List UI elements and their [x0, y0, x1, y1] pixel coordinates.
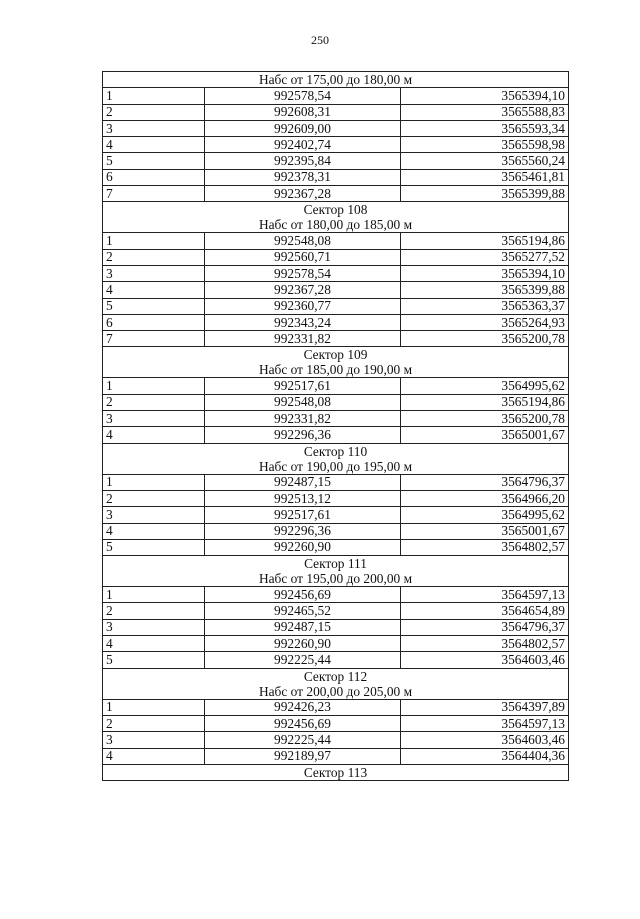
y-coordinate: 3564404,36	[401, 748, 569, 764]
y-coordinate: 3564995,62	[401, 507, 569, 523]
point-number: 2	[103, 715, 205, 731]
y-coordinate: 3565277,52	[401, 249, 569, 265]
y-coordinate: 3565593,34	[401, 120, 569, 136]
y-coordinate: 3565399,88	[401, 186, 569, 202]
x-coordinate: 992487,15	[205, 474, 401, 490]
height-range: Набс от 190,00 до 195,00 м	[258, 458, 413, 474]
table-row	[103, 249, 569, 265]
point-number: 1	[103, 474, 205, 490]
y-coordinate: 3565560,24	[401, 153, 569, 169]
table-row	[103, 378, 569, 394]
x-coordinate: 992260,90	[205, 539, 401, 555]
table-row	[103, 539, 569, 555]
y-coordinate: 3564966,20	[401, 490, 569, 506]
y-coordinate: 3565394,10	[401, 265, 569, 281]
point-number: 2	[103, 394, 205, 410]
x-coordinate: 992456,69	[205, 715, 401, 731]
point-number: 5	[103, 153, 205, 169]
y-coordinate: 3565399,88	[401, 282, 569, 298]
point-number: 3	[103, 507, 205, 523]
y-coordinate: 3564654,89	[401, 603, 569, 619]
table-row	[103, 233, 569, 249]
height-range: Набс от 180,00 до 185,00 м	[258, 217, 413, 233]
table-row	[103, 474, 569, 490]
point-number: 3	[103, 265, 205, 281]
point-number: 4	[103, 523, 205, 539]
point-number: 6	[103, 169, 205, 185]
y-coordinate: 3565200,78	[401, 411, 569, 427]
x-coordinate: 992367,28	[205, 282, 401, 298]
point-number: 1	[103, 587, 205, 603]
x-coordinate: 992360,77	[205, 298, 401, 314]
y-coordinate: 3565194,86	[401, 394, 569, 410]
section-header	[103, 443, 569, 474]
table-row	[103, 265, 569, 281]
height-range: Набс от 200,00 до 205,00 м	[258, 683, 413, 699]
point-number: 1	[103, 699, 205, 715]
table-row	[103, 603, 569, 619]
x-coordinate: 992343,24	[205, 314, 401, 330]
coordinates-table-body	[103, 72, 569, 781]
x-coordinate: 992560,71	[205, 249, 401, 265]
table-row	[103, 732, 569, 748]
table-row	[103, 715, 569, 731]
y-coordinate: 3565461,81	[401, 169, 569, 185]
y-coordinate: 3565001,67	[401, 523, 569, 539]
table-row	[103, 394, 569, 410]
y-coordinate: 3565264,93	[401, 314, 569, 330]
point-number: 7	[103, 331, 205, 347]
x-coordinate: 992331,82	[205, 411, 401, 427]
x-coordinate: 992189,97	[205, 748, 401, 764]
y-coordinate: 3564802,57	[401, 636, 569, 652]
point-number: 2	[103, 490, 205, 506]
y-coordinate: 3564603,46	[401, 652, 569, 668]
table-row	[103, 411, 569, 427]
y-coordinate: 3564397,89	[401, 699, 569, 715]
table-row	[103, 619, 569, 635]
section-header-row	[103, 556, 569, 587]
table-row	[103, 699, 569, 715]
x-coordinate: 992517,61	[205, 507, 401, 523]
table-row	[103, 427, 569, 443]
point-number: 2	[103, 104, 205, 120]
x-coordinate: 992548,08	[205, 233, 401, 249]
point-number: 5	[103, 539, 205, 555]
section-header-row	[103, 347, 569, 378]
point-number: 2	[103, 603, 205, 619]
point-number: 2	[103, 249, 205, 265]
page-number: 250	[311, 33, 329, 47]
section-header	[103, 202, 569, 233]
table-row	[103, 153, 569, 169]
sector-title: Сектор 108	[303, 202, 368, 218]
x-coordinate: 992487,15	[205, 619, 401, 635]
x-coordinate: 992578,54	[205, 88, 401, 104]
x-coordinate: 992517,61	[205, 378, 401, 394]
point-number: 3	[103, 411, 205, 427]
table-row	[103, 186, 569, 202]
x-coordinate: 992296,36	[205, 427, 401, 443]
x-coordinate: 992609,00	[205, 120, 401, 136]
table-row	[103, 104, 569, 120]
y-coordinate: 3564802,57	[401, 539, 569, 555]
point-number: 4	[103, 282, 205, 298]
x-coordinate: 992367,28	[205, 186, 401, 202]
x-coordinate: 992296,36	[205, 523, 401, 539]
sector-title: Сектор 111	[304, 556, 367, 572]
section-header-row	[103, 202, 569, 233]
point-number: 4	[103, 748, 205, 764]
table-row	[103, 523, 569, 539]
y-coordinate: 3564597,13	[401, 587, 569, 603]
x-coordinate: 992395,84	[205, 153, 401, 169]
point-number: 1	[103, 378, 205, 394]
point-number: 3	[103, 120, 205, 136]
section-header-row	[103, 668, 569, 699]
height-range: Набс от 195,00 до 200,00 м	[258, 571, 413, 587]
point-number: 7	[103, 186, 205, 202]
table-row	[103, 331, 569, 347]
table-row	[103, 120, 569, 136]
table-row	[103, 507, 569, 523]
point-number: 4	[103, 636, 205, 652]
point-number: 3	[103, 732, 205, 748]
table-row	[103, 282, 569, 298]
x-coordinate: 992331,82	[205, 331, 401, 347]
section-header	[103, 72, 569, 88]
section-header	[103, 668, 569, 699]
y-coordinate: 3565363,37	[401, 298, 569, 314]
x-coordinate: 992402,74	[205, 137, 401, 153]
point-number: 5	[103, 652, 205, 668]
x-coordinate: 992456,69	[205, 587, 401, 603]
table-row	[103, 587, 569, 603]
x-coordinate: 992548,08	[205, 394, 401, 410]
table-row	[103, 748, 569, 764]
x-coordinate: 992578,54	[205, 265, 401, 281]
point-number: 5	[103, 298, 205, 314]
y-coordinate: 3564796,37	[401, 619, 569, 635]
x-coordinate: 992260,90	[205, 636, 401, 652]
point-number: 6	[103, 314, 205, 330]
table-row	[103, 169, 569, 185]
point-number: 4	[103, 137, 205, 153]
point-number: 4	[103, 427, 205, 443]
sector-title: Сектор 112	[303, 668, 368, 684]
table-row	[103, 652, 569, 668]
y-coordinate: 3564796,37	[401, 474, 569, 490]
table-row	[103, 88, 569, 104]
point-number: 1	[103, 88, 205, 104]
table-row	[103, 298, 569, 314]
sector-title: Сектор 110	[303, 443, 368, 459]
x-coordinate: 992225,44	[205, 652, 401, 668]
x-coordinate: 992465,52	[205, 603, 401, 619]
point-number: 1	[103, 233, 205, 249]
coordinates-table	[102, 71, 569, 781]
y-coordinate: 3564995,62	[401, 378, 569, 394]
section-header-row	[103, 72, 569, 88]
x-coordinate: 992225,44	[205, 732, 401, 748]
table-row	[103, 490, 569, 506]
y-coordinate: 3565194,86	[401, 233, 569, 249]
section-header	[103, 347, 569, 378]
section-header-row	[103, 443, 569, 474]
height-range: Набс от 175,00 до 180,00 м	[258, 72, 413, 88]
y-coordinate: 3564597,13	[401, 715, 569, 731]
y-coordinate: 3565001,67	[401, 427, 569, 443]
table-row	[103, 636, 569, 652]
section-header	[103, 764, 569, 780]
sector-title: Сектор 113	[303, 764, 368, 780]
sector-title: Сектор 109	[303, 347, 368, 363]
y-coordinate: 3565200,78	[401, 331, 569, 347]
y-coordinate: 3565598,98	[401, 137, 569, 153]
y-coordinate: 3565588,83	[401, 104, 569, 120]
table-row	[103, 314, 569, 330]
x-coordinate: 992513,12	[205, 490, 401, 506]
y-coordinate: 3564603,46	[401, 732, 569, 748]
x-coordinate: 992426,23	[205, 699, 401, 715]
table-row	[103, 137, 569, 153]
section-header	[103, 556, 569, 587]
height-range: Набс от 185,00 до 190,00 м	[258, 362, 413, 378]
x-coordinate: 992608,31	[205, 104, 401, 120]
section-header-row	[103, 764, 569, 780]
point-number: 3	[103, 619, 205, 635]
x-coordinate: 992378,31	[205, 169, 401, 185]
y-coordinate: 3565394,10	[401, 88, 569, 104]
